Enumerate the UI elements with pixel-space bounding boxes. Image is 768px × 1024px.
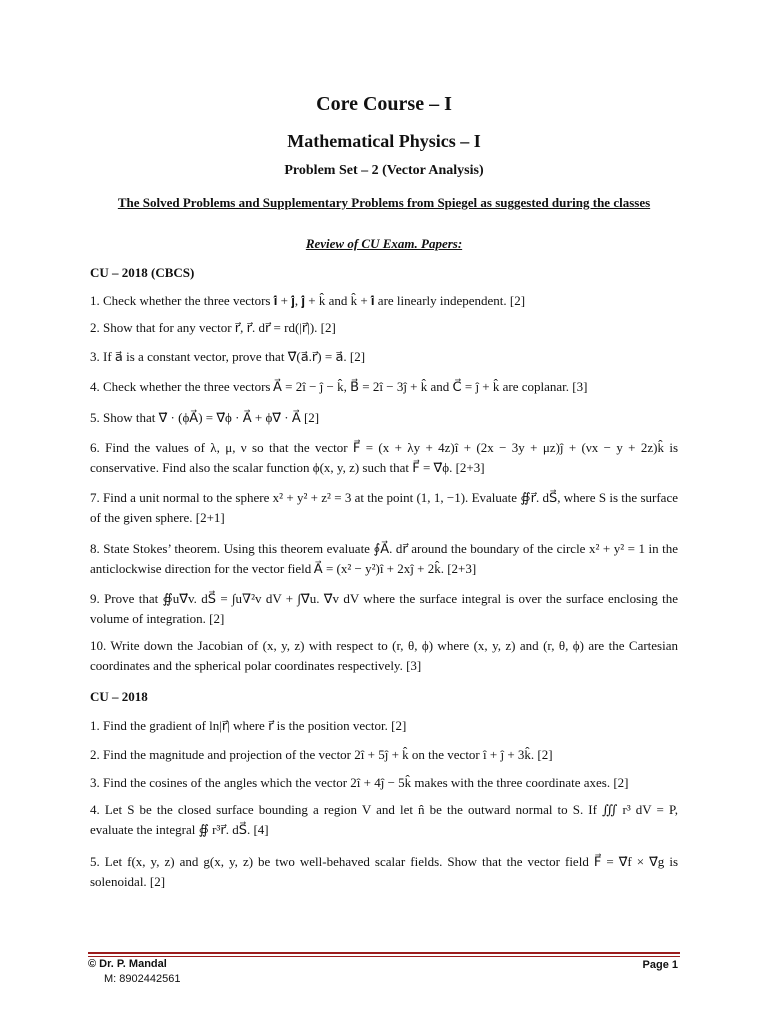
problem-item: 6. Find the values of λ, μ, ν so that the vector F⃗ = (x + λy + 4z)î + (2x − 3y + μz)ĵ + (νx − y + 2z)k̂ is conservative. Find also the scalar function ϕ(x, y, z) such that F⃗ = ∇⃗ϕ. [2+3] [90,440,678,475]
problem-item: 9. Prove that ∯u∇⃗v. dS⃗ = ∫u∇²v dV + ∫∇⃗u. ∇⃗v dV where the surface integral is over the surface enclosing the volume of integration. [2] [90,591,678,626]
problem-item: 7. Find a unit normal to the sphere x² + y² + z² = 3 at the point (1, 1, −1). Evaluate ∯r⃗. dS⃗, where S is the surface of the given sphere. [2+1] [90,490,678,525]
page-number: Page 1 [642,959,678,971]
footer-rule [88,952,680,954]
problem-item: 5. Let f(x, y, z) and g(x, y, z) be two well-behaved scalar fields. Show that the vector field F⃗ = ∇⃗f × ∇⃗g is solenoidal. [2] [90,854,678,889]
problem-set-title: Problem Set – 2 (Vector Analysis) [284,163,484,178]
problem-item: 3. If a⃗ is a constant vector, prove that ∇⃗(a⃗.r⃗) = a⃗. [2] [90,349,366,364]
footer-phone: M: 8902442561 [104,973,181,985]
problem-item: 3. Find the cosines of the angles which the vector 2î + 4ĵ − 5k̂ makes with the three coordinate axes. [2] [90,775,629,790]
source-note: The Solved Problems and Supplementary Problems from Spiegel as suggested during the classes [117,195,651,210]
footer-author: © Dr. P. Mandal [88,958,167,970]
problem-item: 1. Find the gradient of ln|r⃗| where r⃗ is the position vector. [2] [90,718,407,733]
problem-item: 10. Write down the Jacobian of (x, y, z) with respect to (r, θ, ϕ) where (x, y, z) and (r, θ, ϕ) are the Cartesian coordinates and the spherical polar coordinates respectively. [3] [90,638,678,673]
review-heading: Review of CU Exam. Papers: [305,236,463,251]
section-heading-cbcs: CU – 2018 (CBCS) [90,265,195,280]
problem-item: 4. Check whether the three vectors A⃗ = 2î − ĵ − k̂, B⃗ = 2î − 3ĵ + k̂ and C⃗ = ĵ + k̂ are coplanar. [3] [90,379,588,394]
problem-item: 1. Check whether the three vectors 𝐢̂ + 𝐣̂, 𝐣̂ + k̂ and k̂ + 𝐢̂ are linearly independent. [2] [90,293,526,308]
footer-rule-thin [88,956,680,957]
problem-item: 5. Show that ∇⃗ · (ϕA⃗) = ∇⃗ϕ · A⃗ + ϕ∇⃗ · A⃗ [2] [90,410,320,425]
course-subtitle: Mathematical Physics – I [287,131,481,151]
problem-item: 4. Let S be the closed surface bounding a region V and let n̂ be the outward normal to S. If ∭ r³ dV = P, evaluate the integral ∯ r³r⃗. dS⃗. [4] [90,802,678,837]
course-title: Core Course – I [316,93,452,115]
problem-item: 8. State Stokes’ theorem. Using this theorem evaluate ∮A⃗. dr⃗ around the boundary of the circle x² + y² = 1 in the anticlockwise direction for the vector field A⃗ = (x² − y²)î + 2xĵ + 2k̂. [2+3] [90,541,678,576]
section-heading-2018: CU – 2018 [90,689,148,704]
problem-item: 2. Show that for any vector r⃗, r⃗. dr⃗ = rd(|r⃗|). [2] [90,320,336,335]
problem-item: 2. Find the magnitude and projection of the vector 2î + 5ĵ + k̂ on the vector î + ĵ + 3k̂. [2] [90,747,553,762]
